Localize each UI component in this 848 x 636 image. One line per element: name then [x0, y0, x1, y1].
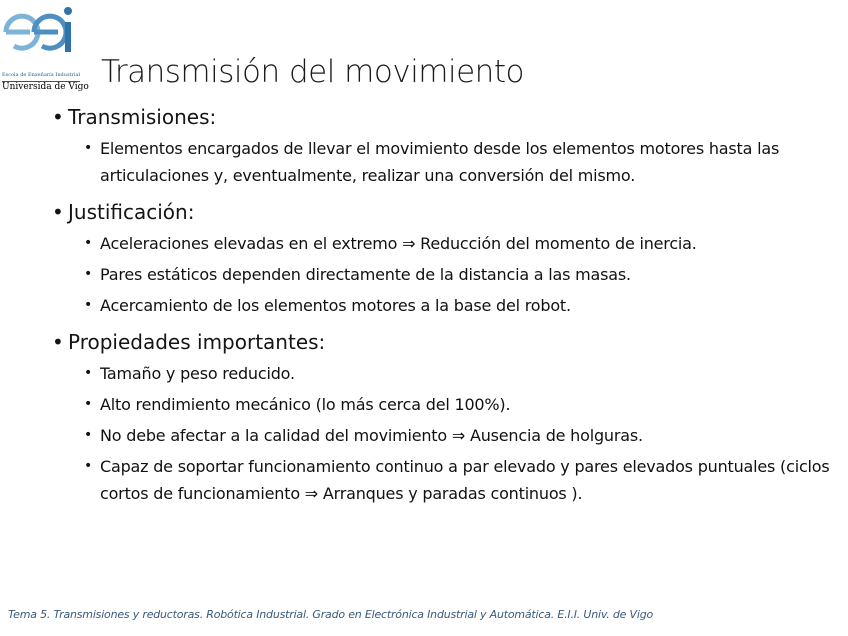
school-name: Escola de Enxeñaría Industrial — [2, 72, 81, 78]
list-item — [52, 230, 832, 257]
list-item-text: Aceleraciones elevadas en el extremo ⇒ Reducción del momento de inercia. — [100, 234, 697, 253]
eei-logo-icon — [2, 2, 82, 62]
university-name: Universida de Vigo — [2, 82, 89, 92]
list-item — [52, 391, 832, 418]
section-heading — [52, 104, 832, 130]
section-heading-text: Justificación: — [68, 200, 195, 224]
bullet-icon: • — [84, 266, 93, 282]
slide-content — [52, 104, 832, 517]
list-item-text: Capaz de soportar funcionamiento continuo a par elevado y pares elevados puntuales (ciclos cortos de funcionamiento ⇒ Arranques y paradas continuos ). — [100, 457, 830, 503]
list-item — [52, 261, 832, 288]
slide-footer: Tema 5. Transmisiones y reductoras. Robótica Industrial. Grado en Electrónica Industrial y Automática. E.I.I. Univ. de Vigo — [8, 608, 654, 621]
bullet-icon: • — [52, 105, 64, 129]
list-item — [52, 422, 832, 449]
university-logo — [0, 0, 89, 100]
bullet-icon: • — [84, 235, 93, 251]
section-heading-text: Transmisiones: — [68, 105, 217, 129]
bullet-icon: • — [84, 458, 93, 474]
list-item-text: Alto rendimiento mecánico (lo más cerca del 100%). — [100, 395, 511, 414]
bullet-icon: • — [84, 427, 93, 443]
list-item-text: Tamaño y peso reducido. — [100, 364, 295, 383]
bullet-icon: • — [84, 297, 93, 313]
section-heading — [52, 199, 832, 225]
list-item — [52, 292, 832, 319]
bullet-icon: • — [84, 365, 93, 381]
list-item-text: Elementos encargados de llevar el movimiento desde los elementos motores hasta las articulaciones y, eventualmente, realizar una conversión del mismo. — [100, 139, 780, 185]
list-item-text: Pares estáticos dependen directamente de la distancia a las masas. — [100, 265, 631, 284]
list-item-text: No debe afectar a la calidad del movimiento ⇒ Ausencia de holguras. — [100, 426, 643, 445]
list-item — [52, 135, 832, 189]
list-item — [52, 453, 832, 507]
section-heading — [52, 329, 832, 355]
bullet-icon: • — [52, 200, 64, 224]
list-item — [52, 360, 832, 387]
list-item-text: Acercamiento de los elementos motores a la base del robot. — [100, 296, 571, 315]
section-heading-text: Propiedades importantes: — [68, 330, 326, 354]
bullet-icon: • — [84, 140, 93, 156]
bullet-icon: • — [84, 396, 93, 412]
bullet-icon: • — [52, 330, 64, 354]
slide-title: Transmisión del movimiento — [101, 54, 524, 90]
